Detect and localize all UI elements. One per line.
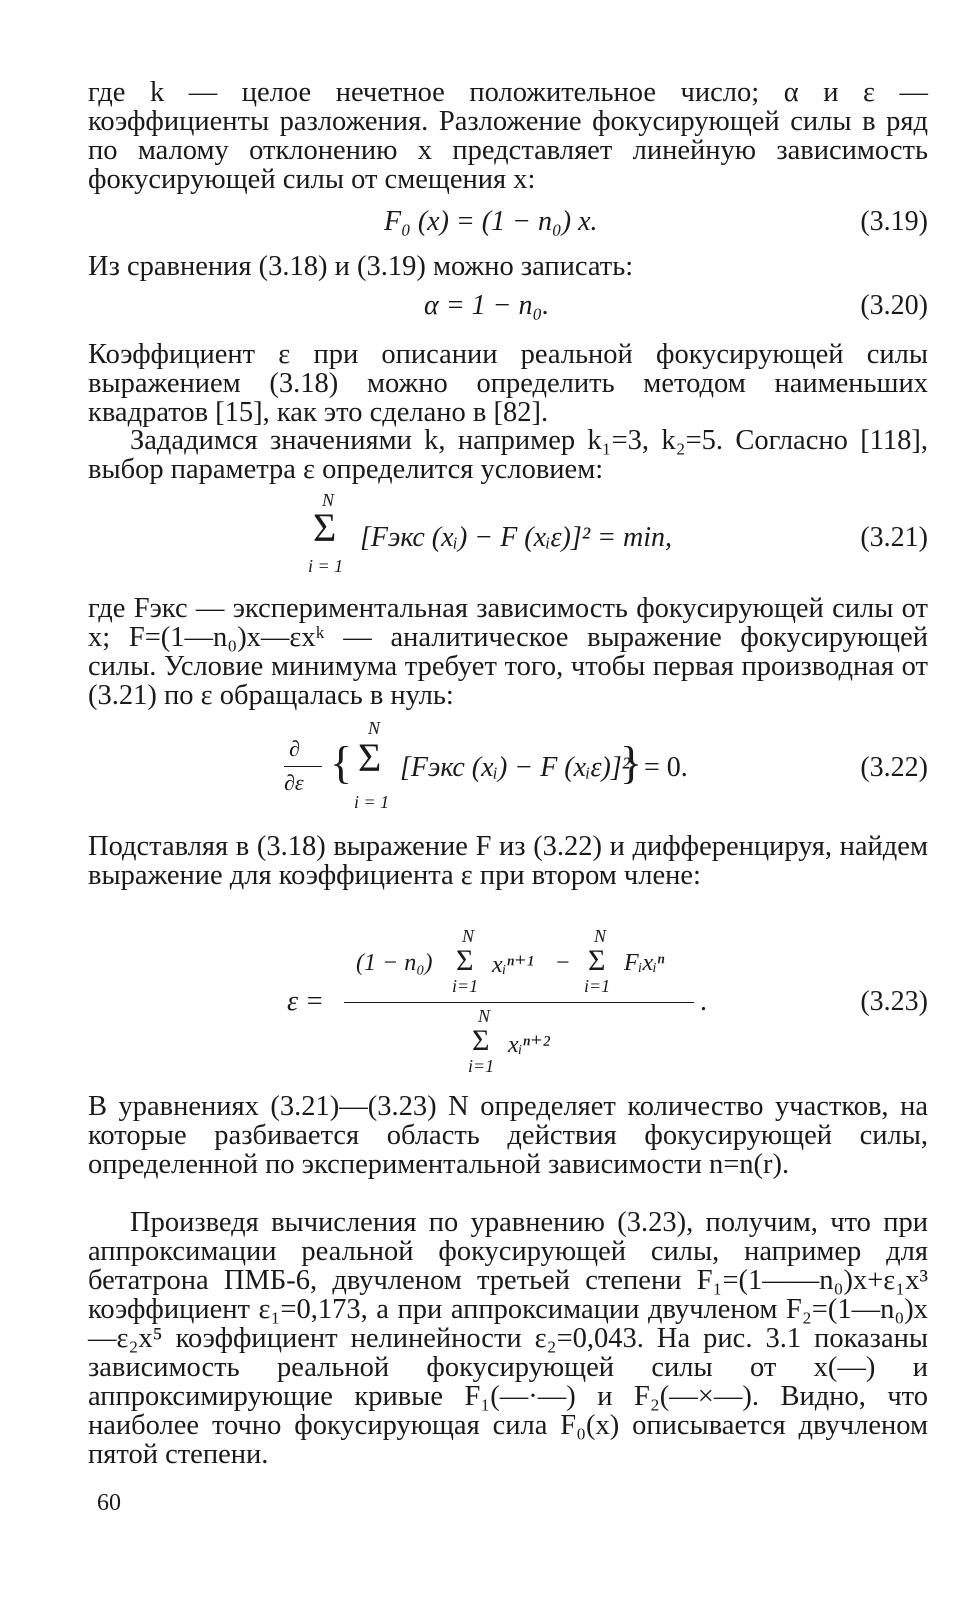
numerator-minus: − [556,950,570,976]
sum-upper-limit: N [368,718,381,738]
equation-3-22-rhs: = 0. [644,752,688,783]
sum-upper-limit: N [322,490,335,510]
page-number: 60 [97,1490,121,1516]
paragraph-2: Из сравнения (3.18) и (3.19) можно записать: [88,251,634,282]
equation-3-22: [Fэкс (xᵢ) − F (xᵢε)]² [400,752,631,783]
equation-3-19: F₀ (x) = (1 − n₀) x. [384,206,598,237]
numerator-factor: (1 − n₀) [356,950,433,976]
equation-3-23-dot: . [700,986,707,1017]
right-brace: } [620,737,643,788]
sum-sign: Σ [472,1024,490,1057]
numerator-term-2: Fᵢxᵢⁿ [624,950,665,976]
numerator-term-1: xᵢⁿ⁺¹ [492,952,534,978]
sum-upper-limit: N [594,926,607,946]
fraction-bar [284,766,322,767]
paragraph-5: где Fэкс — экспериментальная зависимость фокусирующей силы от x; F=(1—n₀)x—εxᵏ — аналитическое выражение фокусирующей силы. Условие минимума требует того, чтобы первая производная от (3.21) по ε обращалась в нуль: [88,593,928,711]
denominator-term: xᵢⁿ⁺² [508,1032,550,1058]
equation-number-3-23: (3.23) [860,986,928,1017]
equation-number-3-21: (3.21) [860,522,928,553]
left-brace: { [330,737,353,788]
paragraph-4: Зададимся значениями k, например k₁=3, k₂=5. Согласно [118], выбор параметра ε определится условием: [88,425,928,485]
sum-sign: Σ [588,944,606,977]
sum-sign: Σ [358,735,382,780]
paragraph-8: Произведя вычисления по уравнению (3.23), получим, что при аппроксимации реальной фокусирующей силы, например для бетатрона ПМБ-6, двучленом третьей степени F₁=(1——n₀)x+ε₁x³ коэффициент ε₁=0,173, а при аппроксимации двучленом F₂=(1—n₀)x—ε₂x⁵ коэффициент нелинейности ε₂=0,043. На рис. 3.1 показаны зависимость реальной фокусирующей силы от x(—) и аппроксимирующие кривые F₁(—·—) и F₂(—×—). Видно, что наиболее точно фокусирующая сила F₀(x) описывается двучленом пятой степени. [88,1207,928,1470]
sum-lower-limit: i=1 [584,976,611,996]
paragraph-1: где k — целое нечетное положительное число; α и ε — коэффициенты разложения. Разложение фокусирующей силы в ряд по малому отклонению x представляет линейную зависимость фокусирующей силы от смещения x: [88,77,928,195]
equation-number-3-20: (3.20) [860,290,928,321]
paragraph-3: Коэффициент ε при описании реальной фокусирующей силы выражением (3.18) можно определить методом наименьших квадратов [15], как это сделано в [82]. [88,339,928,428]
sum-lower-limit: i = 1 [308,556,344,576]
sum-lower-limit: i=1 [452,976,479,996]
equation-3-23-lhs: ε = [287,986,324,1017]
equation-number-3-19: (3.19) [860,206,928,237]
sum-upper-limit: N [462,926,475,946]
sum-upper-limit: N [478,1006,491,1026]
sum-lower-limit: i = 1 [354,792,390,812]
fraction-bar [344,1002,694,1003]
partial-numerator: ∂ [289,736,300,761]
sum-sign: Σ [313,505,337,550]
equation-3-20: α = 1 − n₀. [424,290,550,321]
equation-3-21: [Fэкс (xᵢ) − F (xᵢε)]² = min, [360,522,673,553]
sum-lower-limit: i=1 [468,1056,495,1076]
paragraph-6: Подставляя в (3.18) выражение F из (3.22) и дифференцируя, найдем выражение для коэффициента ε при втором члене: [88,831,928,891]
partial-denominator: ∂ε [284,770,304,795]
equation-number-3-22: (3.22) [860,752,928,783]
sum-sign: Σ [456,944,474,977]
paragraph-7: В уравнениях (3.21)—(3.23) N определяет количество участков, на которые разбивается область действия фокусирующей силы, определенной по экспериментальной зависимости n=n(r). [88,1091,928,1180]
